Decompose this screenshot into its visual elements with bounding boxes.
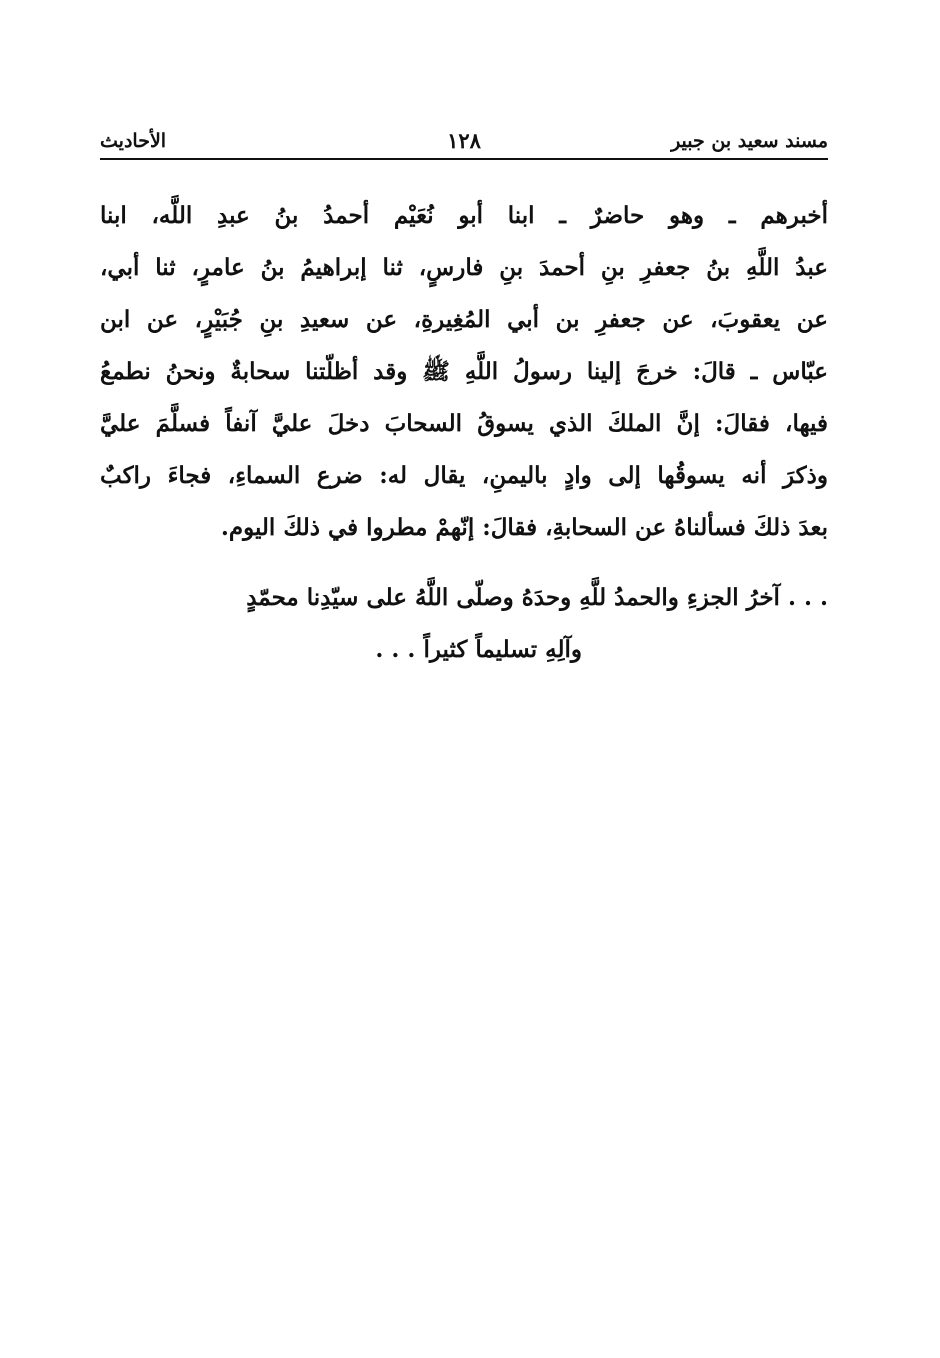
header-rule (100, 158, 828, 160)
colophon-line: . . . آخرُ الجزءِ والحمدُ للَّهِ وحدَهُ وصلّى اللَّهُ على سيّدِنا محمّدٍ (246, 584, 828, 611)
text-line: عبدُ اللَّهِ بنُ جعفرِ بنِ أحمدَ بنِ فارسٍ، ثنا إبراهيمُ بنُ عامرٍ، ثنا أبي، (100, 254, 828, 281)
section-title: الأحاديث (100, 130, 167, 152)
hadith-text (100, 190, 828, 554)
text-line: بعدَ ذلكَ فسألناهُ عن السحابةِ، فقالَ: إنّهمْ مطروا في ذلكَ اليوم. (220, 514, 828, 541)
text-line: أخبرهم ـ وهو حاضرٌ ـ ابنا أبو نُعَيْم أحمدُ بنُ عبدِ اللَّه، ابنا (100, 202, 828, 229)
text-line: فيها، فقالَ: إنَّ الملكَ الذي يسوقُ السحابَ دخلَ عليَّ آنفاً فسلَّمَ عليَّ (100, 410, 828, 437)
text-line: وذكرَ أنه يسوقُها إلى وادٍ باليمنِ، يقال له: ضرع السماءِ، فجاءَ راكبٌ (100, 462, 828, 489)
colophon-line: وآلِهِ تسليماً كثيراً . . . (375, 636, 582, 663)
page-number: ١٢٨ (447, 128, 481, 153)
text-line: عبّاس ـ قالَ: خرجَ إلينا رسولُ اللَّهِ ﷺ وقد أظلّتنا سحابةٌ ونحنُ نطمعُ (100, 358, 828, 385)
text-line: عن يعقوبَ، عن جعفرِ بن أبي المُغِيرةِ، عن سعيدِ بنِ جُبَيْرٍ، عن ابن (100, 306, 828, 333)
book-title: مسند سعيد بن جبير (671, 130, 828, 152)
colophon (100, 572, 828, 676)
running-header (100, 124, 828, 160)
